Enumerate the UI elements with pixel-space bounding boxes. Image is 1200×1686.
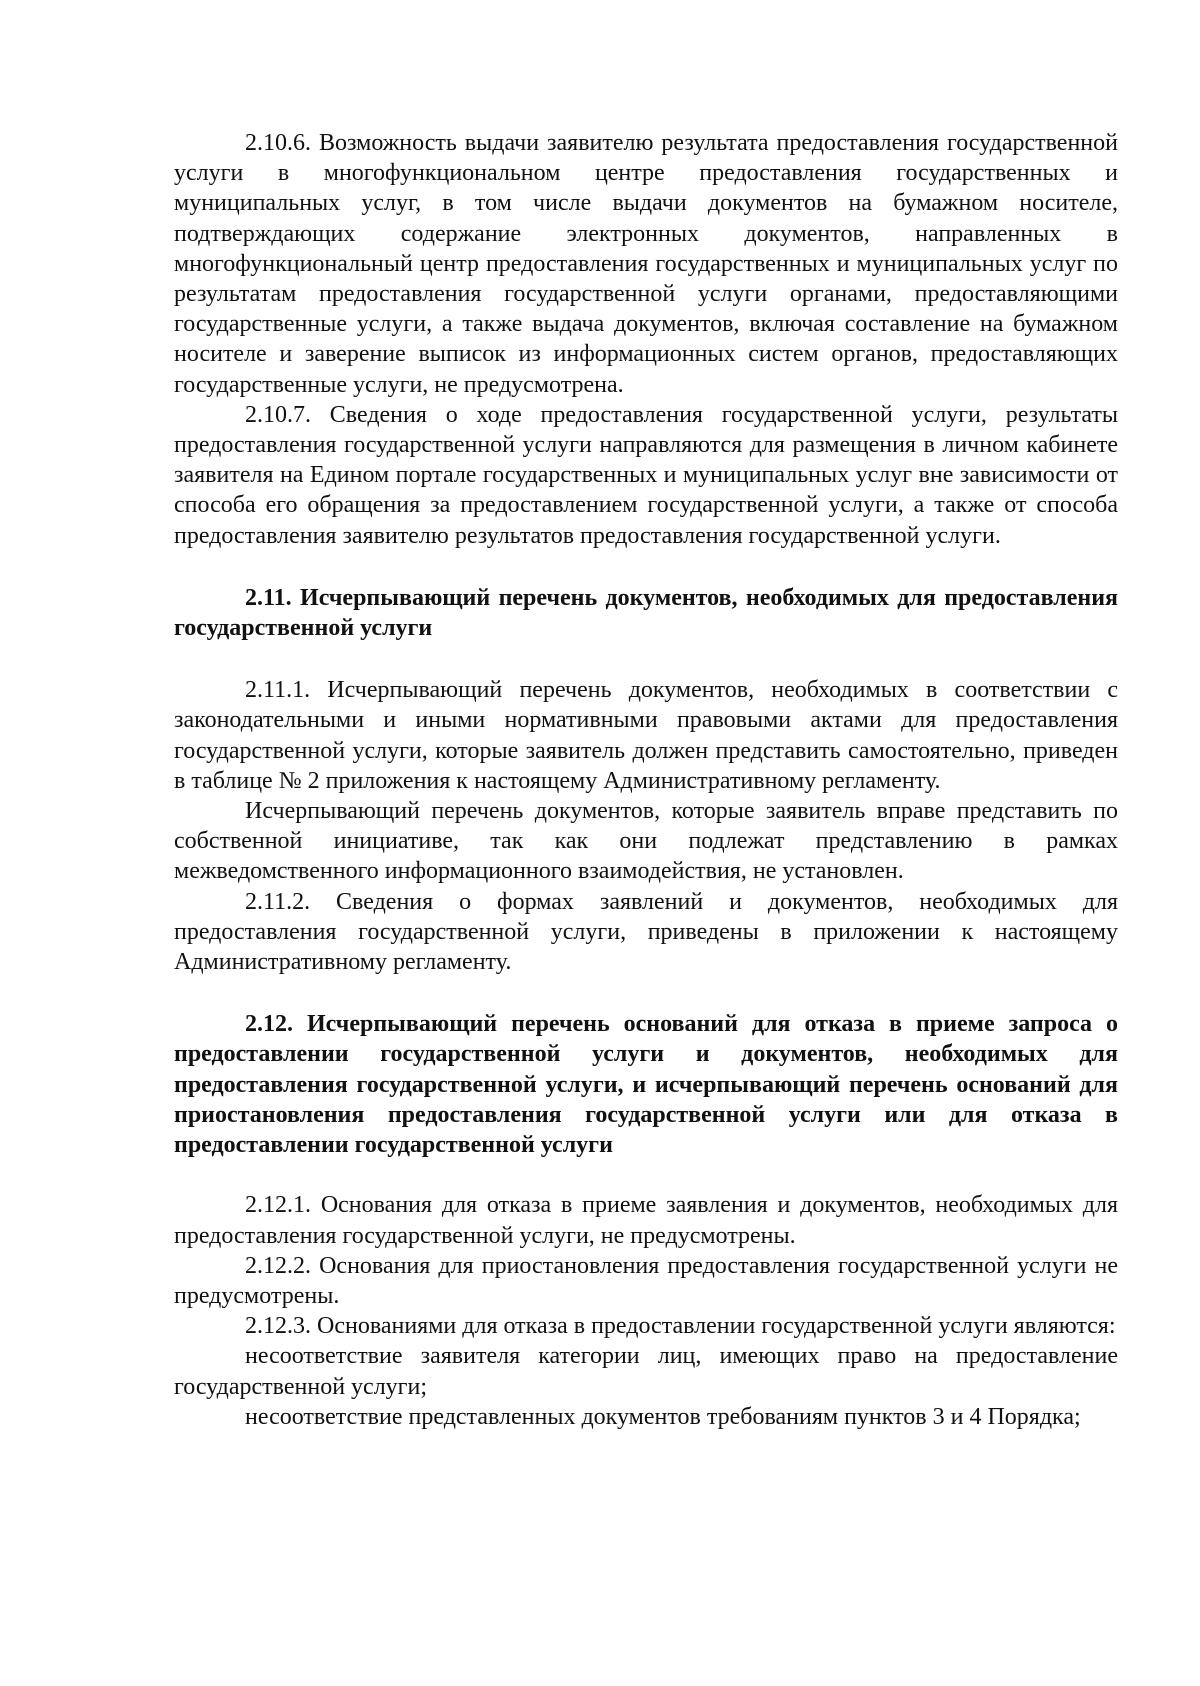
paragraph-2-10-7: 2.10.7. Сведения о ходе предоставления государственной услуги, результаты предоставления государственной услуги направляются для размещения в личном кабинете заявителя на Едином портале государственных и муниципальных услуг вне зависимости от способа его обращения за предоставлением государственной услуги, а также от способа предоставления заявителю результатов предоставления государственной услуги. [174,401,1118,549]
list-item-refusal-reason-1: несоответствие заявителя категории лиц, имеющих право на предоставление государственной услуги; [174,1343,1118,1400]
paragraph-2-10-6: 2.10.6. Возможность выдачи заявителю результата предоставления государственной услуги в многофункциональном центре предоставления государственных и муниципальных услуг, в том числе выдачи документов на бумажном носителе, подтверждающих содержание электронных документов, направленных в многофункциональный центр предоставления государственных и муниципальных услуг по результатам предоставления государственной услуги органами, предоставляющими государственные услуги, а также выдача документов, включая составление на бумажном носителе и заверение выписок из информационных систем органов, предоставляющих государственные услуги, не предусмотрена. [174,130,1118,398]
paragraph-2-12-2: 2.12.2. Основания для приостановления предоставления государственной услуги не предусмотрены. [174,1252,1118,1309]
paragraph-2-12-3: 2.12.3. Основаниями для отказа в предоставлении государственной услуги являются: [245,1313,1116,1340]
document-page [174,128,1118,1432]
paragraph-2-11-2: 2.11.2. Сведения о формах заявлений и документов, необходимых для предоставления государственной услуги, приведены в приложении к настоящему Административному регламенту. [174,888,1118,976]
paragraph-2-12-1: 2.12.1. Основания для отказа в приеме заявления и документов, необходимых для предоставления государственной услуги, не предусмотрены. [174,1192,1118,1249]
list-item-refusal-reason-2: несоответствие представленных документов требованиям пунктов 3 и 4 Порядка; [245,1403,1081,1430]
paragraph-2-11-1-continued: Исчерпывающий перечень документов, которые заявитель вправе представить по собственной инициативе, так как они подлежат представлению в рамках межведомственного информационного взаимодействия, не установлен. [174,798,1118,885]
section-heading-2-12: 2.12. Исчерпывающий перечень оснований для отказа в приеме запроса о предоставлении государственной услуги и документов, необходимых для предоставления государственной услуги, и исчерпывающий перечень оснований для приостановления предоставления государственной услуги или для отказа в предоставлении государственной услуги [174,1011,1118,1159]
section-heading-2-11: 2.11. Исчерпывающий перечень документов, необходимых для предоставления государственной услуги [174,584,1118,642]
paragraph-2-11-1: 2.11.1. Исчерпывающий перечень документов, необходимых в соответствии с законодательными и иными нормативными правовыми актами для предоставления государственной услуги, которые заявитель должен представить самостоятельно, приведен в таблице № 2 приложения к настоящему Административному регламенту. [174,677,1118,794]
